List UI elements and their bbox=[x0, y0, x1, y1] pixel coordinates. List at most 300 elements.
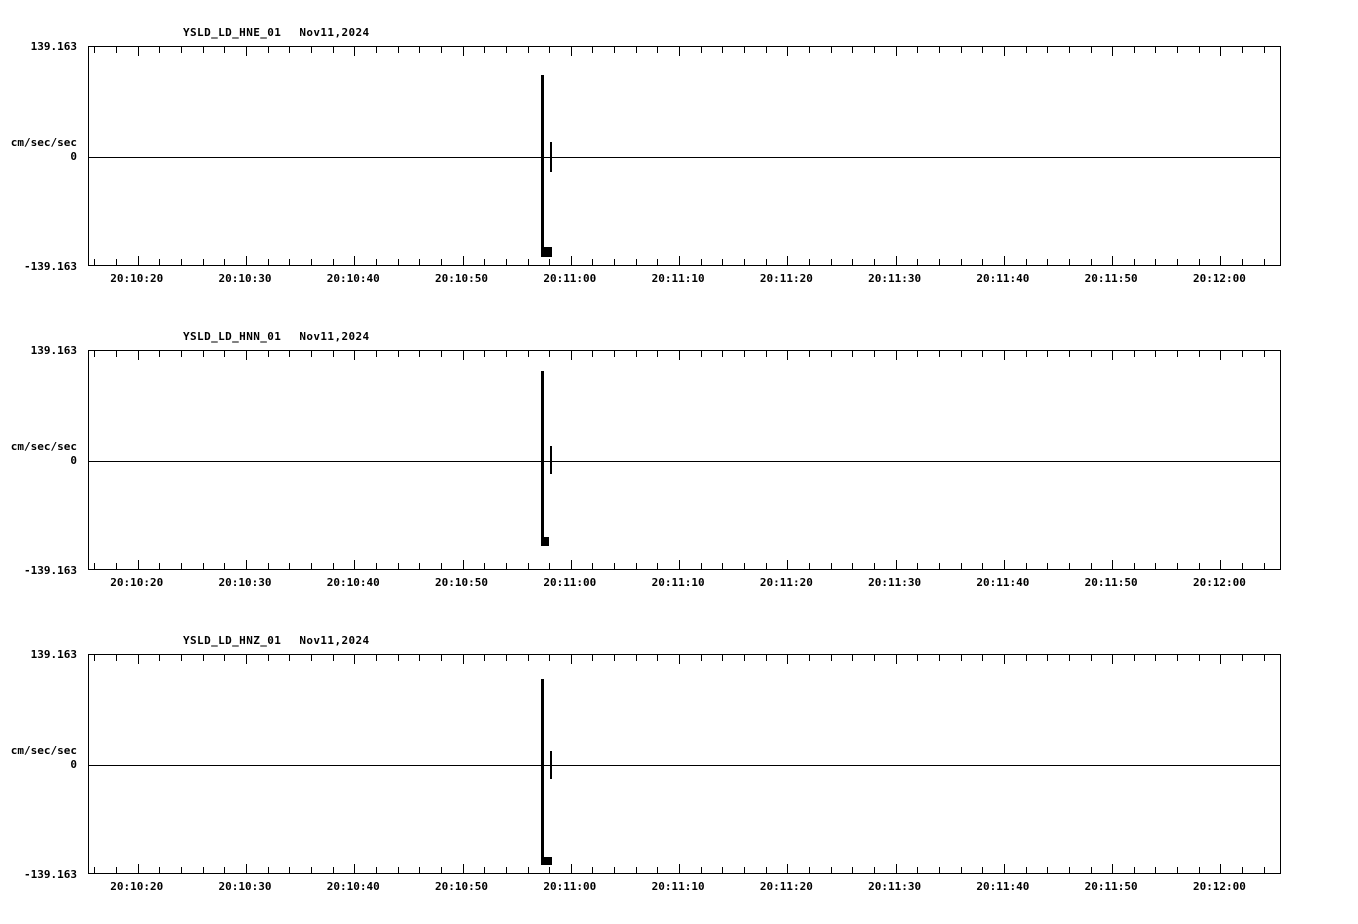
x-axis-tick-top bbox=[354, 351, 355, 360]
x-axis-tick bbox=[203, 563, 204, 569]
x-axis-tick-top bbox=[1242, 351, 1243, 357]
waveform-burst-secondary bbox=[550, 751, 552, 779]
x-axis-tick bbox=[571, 256, 572, 265]
x-axis-tick-top bbox=[831, 351, 832, 357]
x-axis-tick-top bbox=[831, 655, 832, 661]
x-axis-tick bbox=[1004, 560, 1005, 569]
x-axis-tick-top bbox=[1199, 351, 1200, 357]
x-axis-tick bbox=[419, 259, 420, 265]
x-axis-tick-top bbox=[333, 351, 334, 357]
x-axis-tick bbox=[571, 560, 572, 569]
x-axis-tick bbox=[354, 560, 355, 569]
x-axis-tick-top bbox=[1264, 655, 1265, 661]
x-axis-tick-top bbox=[874, 351, 875, 357]
x-axis-tick-top bbox=[1026, 351, 1027, 357]
y-axis-units-label: cm/sec/sec bbox=[10, 744, 77, 757]
x-axis-tick bbox=[1264, 259, 1265, 265]
x-axis-tick bbox=[116, 867, 117, 873]
x-axis-tick bbox=[159, 259, 160, 265]
x-axis-tick-top bbox=[354, 655, 355, 664]
x-axis-tick bbox=[506, 563, 507, 569]
x-axis-tick-top bbox=[961, 655, 962, 661]
seismogram-panel-hnz bbox=[0, 626, 1358, 891]
x-axis-tick-top bbox=[484, 351, 485, 357]
x-axis-tick bbox=[1242, 867, 1243, 873]
x-axis-tick bbox=[744, 259, 745, 265]
x-axis-tick-top bbox=[1069, 655, 1070, 661]
x-axis-tick bbox=[744, 563, 745, 569]
x-axis-tick bbox=[1091, 563, 1092, 569]
y-axis-zero-label: 0 bbox=[70, 150, 77, 163]
x-axis-tick-top bbox=[203, 351, 204, 357]
y-axis-min-label: -139.163 bbox=[24, 260, 77, 273]
x-axis-tick bbox=[636, 259, 637, 265]
x-axis-tick bbox=[722, 259, 723, 265]
x-axis-tick bbox=[1026, 563, 1027, 569]
seismogram-panel-hnn bbox=[0, 322, 1358, 587]
x-axis-tick-top bbox=[592, 351, 593, 357]
x-axis-tick bbox=[1047, 563, 1048, 569]
x-axis-tick bbox=[138, 256, 139, 265]
x-axis-tick-top bbox=[744, 47, 745, 53]
x-axis-tick bbox=[1112, 864, 1113, 873]
x-axis-tick-top bbox=[224, 655, 225, 661]
x-axis-tick-top bbox=[333, 47, 334, 53]
x-axis-tick-top bbox=[463, 47, 464, 56]
x-axis-tick-top bbox=[982, 351, 983, 357]
x-axis-tick-label: 20:11:50 bbox=[1084, 880, 1138, 893]
x-axis-tick-top bbox=[528, 351, 529, 357]
x-axis-tick-label: 20:11:20 bbox=[759, 272, 813, 285]
x-axis-tick bbox=[441, 563, 442, 569]
x-axis-tick bbox=[1069, 259, 1070, 265]
x-axis-tick bbox=[1220, 864, 1221, 873]
x-axis-tick bbox=[376, 259, 377, 265]
x-axis-tick bbox=[354, 864, 355, 873]
x-axis-tick bbox=[766, 259, 767, 265]
x-axis-tick-top bbox=[896, 655, 897, 664]
x-axis-tick bbox=[701, 563, 702, 569]
x-axis-tick-top bbox=[1220, 655, 1221, 664]
x-axis-tick-top bbox=[354, 47, 355, 56]
x-axis-tick-top bbox=[116, 47, 117, 53]
x-axis-tick-label: 20:11:20 bbox=[759, 880, 813, 893]
x-axis-tick bbox=[181, 563, 182, 569]
x-axis-tick-top bbox=[679, 47, 680, 56]
x-axis-tick bbox=[94, 867, 95, 873]
x-axis-tick-top bbox=[787, 47, 788, 56]
panel-date: Nov11,2024 bbox=[299, 634, 370, 647]
x-axis-tick-top bbox=[1264, 47, 1265, 53]
x-axis-tick-top bbox=[657, 655, 658, 661]
x-axis-tick bbox=[1199, 259, 1200, 265]
panel-date: Nov11,2024 bbox=[299, 26, 370, 39]
x-axis-tick-label: 20:10:50 bbox=[435, 880, 489, 893]
waveform-burst-tail bbox=[544, 857, 552, 865]
x-axis-tick-top bbox=[506, 655, 507, 661]
x-axis-tick-top bbox=[982, 655, 983, 661]
x-axis-tick-top bbox=[549, 351, 550, 357]
x-axis-tick-top bbox=[203, 47, 204, 53]
x-axis-tick-top bbox=[1091, 47, 1092, 53]
x-axis-tick-top bbox=[571, 47, 572, 56]
x-axis-tick-label: 20:10:40 bbox=[326, 272, 380, 285]
x-axis-tick-top bbox=[419, 351, 420, 357]
x-axis-tick-top bbox=[744, 351, 745, 357]
x-axis-tick-top bbox=[528, 655, 529, 661]
x-axis-tick bbox=[289, 563, 290, 569]
x-axis-tick bbox=[528, 259, 529, 265]
x-axis-tick-top bbox=[94, 351, 95, 357]
x-axis-tick-top bbox=[246, 47, 247, 56]
x-axis-tick-top bbox=[1264, 351, 1265, 357]
x-axis-tick bbox=[592, 563, 593, 569]
x-axis-tick bbox=[203, 259, 204, 265]
x-axis-tick-top bbox=[224, 351, 225, 357]
x-axis-tick bbox=[766, 867, 767, 873]
x-axis-tick bbox=[852, 563, 853, 569]
x-axis-tick-top bbox=[203, 655, 204, 661]
x-axis-tick-top bbox=[1004, 47, 1005, 56]
x-axis-tick bbox=[549, 867, 550, 873]
plot-area-hnz bbox=[88, 654, 1281, 874]
x-axis-tick-top bbox=[809, 351, 810, 357]
x-axis-tick bbox=[246, 864, 247, 873]
x-axis-tick bbox=[722, 867, 723, 873]
x-axis-tick-label: 20:11:10 bbox=[651, 272, 705, 285]
x-axis-tick bbox=[961, 563, 962, 569]
x-axis-tick-top bbox=[896, 351, 897, 360]
x-axis-tick-top bbox=[441, 655, 442, 661]
y-axis-max-label: 139.163 bbox=[30, 344, 77, 357]
x-axis-tick bbox=[939, 867, 940, 873]
x-axis-tick-top bbox=[809, 655, 810, 661]
x-axis-tick-top bbox=[917, 47, 918, 53]
x-axis-tick bbox=[852, 259, 853, 265]
x-axis-tick-top bbox=[528, 47, 529, 53]
x-axis-tick-label: 20:11:40 bbox=[976, 576, 1030, 589]
x-axis-tick-top bbox=[181, 47, 182, 53]
x-axis-tick bbox=[1177, 259, 1178, 265]
x-axis-tick bbox=[181, 259, 182, 265]
waveform-burst-secondary bbox=[550, 446, 552, 474]
x-axis-tick bbox=[896, 560, 897, 569]
x-axis-tick bbox=[961, 259, 962, 265]
x-axis-tick bbox=[1069, 867, 1070, 873]
x-axis-tick bbox=[1220, 256, 1221, 265]
x-axis-tick-top bbox=[311, 351, 312, 357]
x-axis-tick bbox=[1155, 867, 1156, 873]
x-axis-tick-top bbox=[1242, 655, 1243, 661]
x-axis-tick bbox=[311, 259, 312, 265]
zero-baseline bbox=[89, 157, 1280, 158]
seismogram-panel-hne bbox=[0, 18, 1358, 283]
panel-station-code: YSLD_LD_HNZ_01 bbox=[183, 634, 282, 647]
x-axis-tick-label: 20:11:30 bbox=[868, 880, 922, 893]
x-axis-tick bbox=[376, 563, 377, 569]
x-axis-labels-hne bbox=[88, 272, 1281, 288]
x-axis-tick bbox=[506, 259, 507, 265]
x-axis-tick bbox=[549, 563, 550, 569]
x-axis-tick-label: 20:10:50 bbox=[435, 576, 489, 589]
x-axis-tick bbox=[939, 563, 940, 569]
x-axis-tick bbox=[246, 560, 247, 569]
x-axis-tick-top bbox=[787, 655, 788, 664]
x-axis-tick-top bbox=[679, 655, 680, 664]
x-axis-tick-top bbox=[787, 351, 788, 360]
x-axis-tick-top bbox=[592, 655, 593, 661]
x-axis-tick bbox=[311, 867, 312, 873]
x-axis-tick-top bbox=[961, 47, 962, 53]
x-axis-tick-top bbox=[398, 351, 399, 357]
x-axis-tick-top bbox=[701, 351, 702, 357]
x-axis-tick bbox=[159, 867, 160, 873]
waveform-burst bbox=[541, 75, 544, 257]
x-axis-tick-top bbox=[614, 47, 615, 53]
x-axis-tick bbox=[419, 563, 420, 569]
x-axis-tick bbox=[982, 259, 983, 265]
x-axis-tick-top bbox=[1155, 47, 1156, 53]
x-axis-tick-top bbox=[982, 47, 983, 53]
x-axis-tick bbox=[1264, 867, 1265, 873]
x-axis-tick bbox=[701, 259, 702, 265]
x-axis-tick-top bbox=[657, 47, 658, 53]
x-axis-tick-top bbox=[939, 655, 940, 661]
x-axis-tick-top bbox=[1047, 47, 1048, 53]
x-axis-tick-label: 20:11:20 bbox=[759, 576, 813, 589]
x-axis-tick-label: 20:11:00 bbox=[543, 272, 597, 285]
x-axis-tick-top bbox=[852, 655, 853, 661]
x-axis-tick-label: 20:10:30 bbox=[218, 272, 272, 285]
x-axis-tick-top bbox=[614, 655, 615, 661]
x-axis-tick-label: 20:11:50 bbox=[1084, 272, 1138, 285]
x-axis-tick bbox=[917, 259, 918, 265]
x-axis-tick-top bbox=[376, 351, 377, 357]
x-axis-tick-top bbox=[722, 655, 723, 661]
x-axis-tick-top bbox=[614, 351, 615, 357]
x-axis-tick bbox=[1047, 259, 1048, 265]
x-axis-tick-label: 20:11:30 bbox=[868, 576, 922, 589]
x-axis-tick bbox=[289, 259, 290, 265]
x-axis-tick-top bbox=[1155, 351, 1156, 357]
waveform-burst bbox=[541, 679, 544, 865]
x-axis-tick bbox=[874, 867, 875, 873]
x-axis-tick-top bbox=[441, 351, 442, 357]
x-axis-tick bbox=[614, 867, 615, 873]
x-axis-tick-top bbox=[1242, 47, 1243, 53]
x-axis-tick-top bbox=[722, 47, 723, 53]
x-axis-tick-top bbox=[809, 47, 810, 53]
x-axis-tick-label: 20:10:40 bbox=[326, 576, 380, 589]
x-axis-tick bbox=[463, 256, 464, 265]
x-axis-tick bbox=[722, 563, 723, 569]
x-axis-labels-hnz bbox=[88, 880, 1281, 896]
x-axis-tick-top bbox=[419, 47, 420, 53]
x-axis-tick bbox=[159, 563, 160, 569]
x-axis-tick bbox=[1155, 259, 1156, 265]
x-axis-tick bbox=[246, 256, 247, 265]
x-axis-tick bbox=[982, 563, 983, 569]
x-axis-tick bbox=[852, 867, 853, 873]
x-axis-tick bbox=[1091, 867, 1092, 873]
x-axis-labels-hnn bbox=[88, 576, 1281, 592]
x-axis-tick-top bbox=[1112, 655, 1113, 664]
x-axis-tick bbox=[1220, 560, 1221, 569]
x-axis-tick bbox=[744, 867, 745, 873]
x-axis-tick-top bbox=[311, 655, 312, 661]
x-axis-tick-top bbox=[1047, 655, 1048, 661]
x-axis-tick bbox=[398, 259, 399, 265]
x-axis-tick bbox=[679, 864, 680, 873]
x-axis-tick bbox=[441, 259, 442, 265]
waveform-burst-tail bbox=[541, 537, 549, 546]
x-axis-tick-label: 20:11:40 bbox=[976, 272, 1030, 285]
x-axis-tick-top bbox=[181, 351, 182, 357]
x-axis-tick-top bbox=[311, 47, 312, 53]
x-axis-tick bbox=[333, 563, 334, 569]
x-axis-tick-top bbox=[636, 351, 637, 357]
x-axis-tick-top bbox=[1112, 351, 1113, 360]
x-axis-tick-top bbox=[831, 47, 832, 53]
x-axis-tick bbox=[506, 867, 507, 873]
x-axis-tick-top bbox=[939, 351, 940, 357]
y-axis-max-label: 139.163 bbox=[30, 648, 77, 661]
x-axis-tick bbox=[657, 563, 658, 569]
x-axis-tick-label: 20:11:50 bbox=[1084, 576, 1138, 589]
x-axis-tick-label: 20:11:00 bbox=[543, 576, 597, 589]
x-axis-tick-top bbox=[1004, 351, 1005, 360]
x-axis-tick-top bbox=[874, 47, 875, 53]
x-axis-tick bbox=[398, 563, 399, 569]
x-axis-tick bbox=[614, 259, 615, 265]
x-axis-tick bbox=[939, 259, 940, 265]
y-axis-max-label: 139.163 bbox=[30, 40, 77, 53]
x-axis-tick bbox=[94, 563, 95, 569]
x-axis-tick-top bbox=[333, 655, 334, 661]
x-axis-tick bbox=[1242, 563, 1243, 569]
panel-title-hne bbox=[183, 26, 370, 39]
x-axis-tick-top bbox=[138, 351, 139, 360]
x-axis-tick-top bbox=[484, 47, 485, 53]
x-axis-tick bbox=[268, 563, 269, 569]
x-axis-tick-top bbox=[506, 47, 507, 53]
x-axis-tick bbox=[333, 259, 334, 265]
x-axis-tick-top bbox=[398, 47, 399, 53]
x-axis-tick bbox=[463, 864, 464, 873]
x-axis-tick-label: 20:10:50 bbox=[435, 272, 489, 285]
x-axis-tick-top bbox=[1177, 351, 1178, 357]
x-axis-tick-top bbox=[571, 655, 572, 664]
x-axis-tick-top bbox=[636, 655, 637, 661]
y-axis-zero-label: 0 bbox=[70, 454, 77, 467]
x-axis-tick bbox=[809, 259, 810, 265]
x-axis-tick bbox=[896, 864, 897, 873]
x-axis-tick-label: 20:11:10 bbox=[651, 576, 705, 589]
x-axis-tick bbox=[1004, 256, 1005, 265]
x-axis-tick bbox=[1134, 259, 1135, 265]
x-axis-tick bbox=[766, 563, 767, 569]
x-axis-tick-top bbox=[636, 47, 637, 53]
x-axis-tick bbox=[376, 867, 377, 873]
x-axis-tick bbox=[592, 867, 593, 873]
x-axis-tick bbox=[181, 867, 182, 873]
x-axis-tick-top bbox=[852, 351, 853, 357]
x-axis-tick bbox=[679, 256, 680, 265]
x-axis-tick bbox=[1069, 563, 1070, 569]
y-axis-units-label: cm/sec/sec bbox=[10, 136, 77, 149]
x-axis-tick bbox=[1112, 256, 1113, 265]
x-axis-tick-label: 20:10:30 bbox=[218, 576, 272, 589]
x-axis-tick bbox=[874, 259, 875, 265]
x-axis-tick bbox=[787, 560, 788, 569]
x-axis-tick bbox=[484, 563, 485, 569]
x-axis-tick bbox=[592, 259, 593, 265]
x-axis-tick-top bbox=[463, 655, 464, 664]
x-axis-tick-top bbox=[852, 47, 853, 53]
x-axis-tick bbox=[636, 867, 637, 873]
x-axis-tick bbox=[94, 259, 95, 265]
x-axis-tick-top bbox=[766, 655, 767, 661]
panel-title-hnz bbox=[183, 634, 370, 647]
x-axis-tick bbox=[831, 867, 832, 873]
x-axis-tick-label: 20:11:30 bbox=[868, 272, 922, 285]
x-axis-tick-top bbox=[246, 655, 247, 664]
x-axis-tick-top bbox=[1220, 47, 1221, 56]
x-axis-tick-top bbox=[268, 47, 269, 53]
x-axis-tick-top bbox=[268, 655, 269, 661]
waveform-burst-secondary bbox=[550, 142, 552, 172]
x-axis-tick bbox=[268, 259, 269, 265]
x-axis-tick bbox=[1264, 563, 1265, 569]
x-axis-tick bbox=[224, 563, 225, 569]
x-axis-tick-top bbox=[441, 47, 442, 53]
x-axis-tick-top bbox=[549, 655, 550, 661]
x-axis-tick-top bbox=[419, 655, 420, 661]
x-axis-tick-top bbox=[1026, 47, 1027, 53]
x-axis-tick bbox=[116, 259, 117, 265]
x-axis-tick bbox=[917, 563, 918, 569]
x-axis-tick bbox=[116, 563, 117, 569]
x-axis-tick bbox=[1199, 563, 1200, 569]
x-axis-tick-top bbox=[506, 351, 507, 357]
x-axis-tick bbox=[224, 259, 225, 265]
x-axis-tick-top bbox=[1026, 655, 1027, 661]
y-axis-min-label: -139.163 bbox=[24, 564, 77, 577]
x-axis-tick-top bbox=[1069, 351, 1070, 357]
x-axis-tick bbox=[289, 867, 290, 873]
x-axis-tick-top bbox=[116, 351, 117, 357]
x-axis-tick-top bbox=[246, 351, 247, 360]
x-axis-tick bbox=[268, 867, 269, 873]
waveform-burst-tail bbox=[544, 247, 552, 257]
x-axis-tick-top bbox=[744, 655, 745, 661]
x-axis-tick-label: 20:10:20 bbox=[110, 880, 164, 893]
x-axis-tick bbox=[571, 864, 572, 873]
x-axis-tick-top bbox=[181, 655, 182, 661]
x-axis-tick bbox=[809, 563, 810, 569]
x-axis-tick-label: 20:11:10 bbox=[651, 880, 705, 893]
x-axis-tick bbox=[679, 560, 680, 569]
x-axis-tick-top bbox=[463, 351, 464, 360]
x-axis-tick bbox=[831, 563, 832, 569]
x-axis-tick bbox=[657, 259, 658, 265]
x-axis-tick bbox=[874, 563, 875, 569]
x-axis-tick-top bbox=[268, 351, 269, 357]
plot-area-hnn bbox=[88, 350, 1281, 570]
x-axis-tick-top bbox=[961, 351, 962, 357]
x-axis-tick-top bbox=[896, 47, 897, 56]
x-axis-tick bbox=[636, 563, 637, 569]
